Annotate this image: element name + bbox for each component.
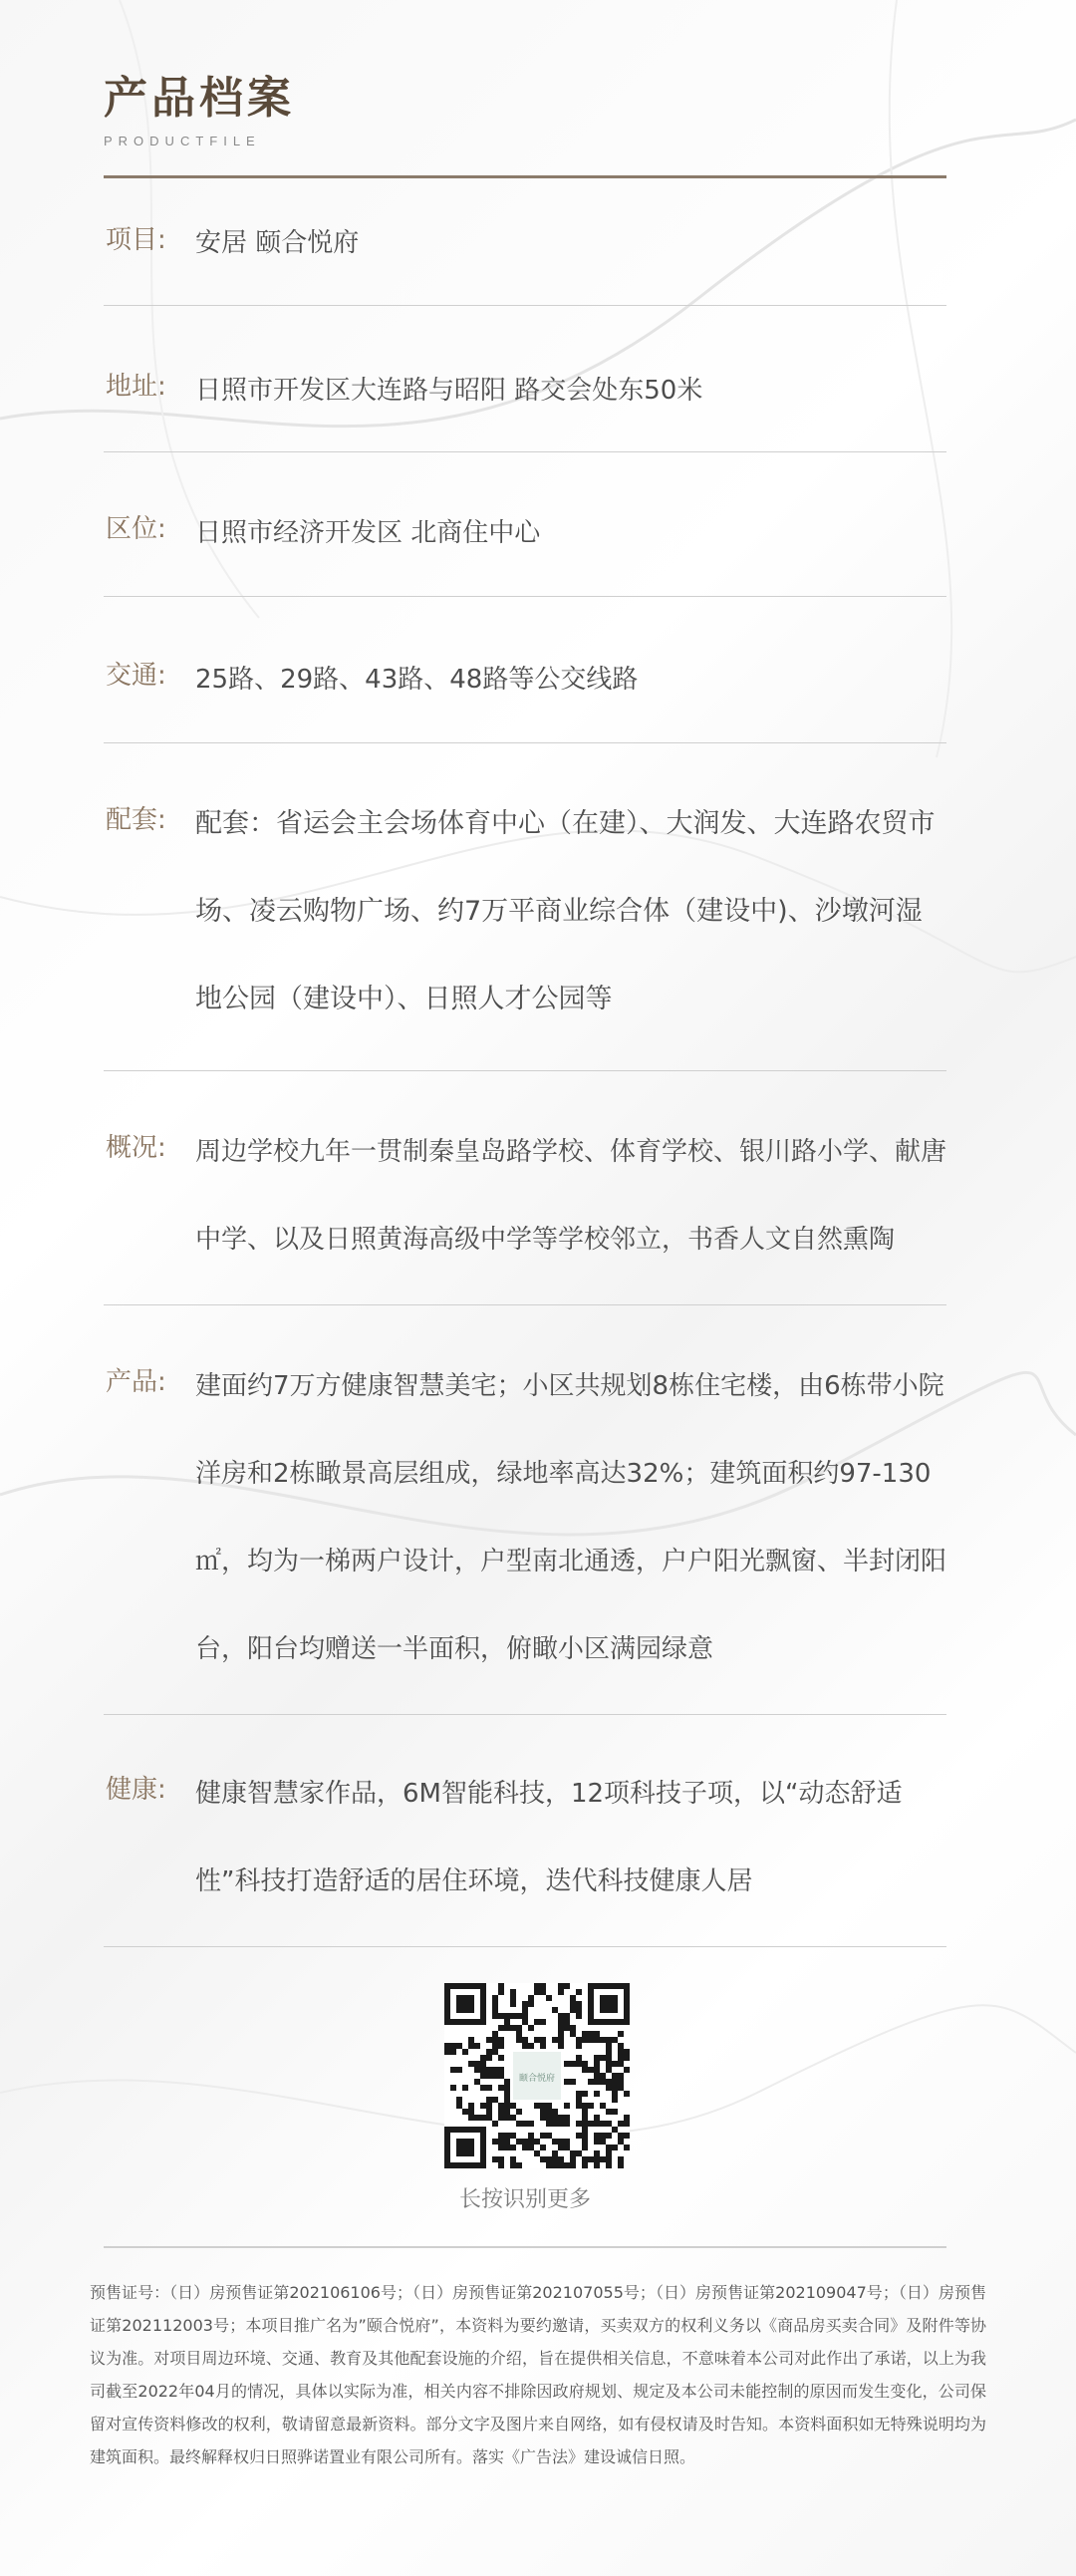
row-project — [104, 181, 946, 306]
page-title: 产品档案 — [104, 73, 295, 124]
row-transport — [104, 597, 946, 743]
qr-code-image — [444, 1983, 630, 2168]
row-value: 建面约7万方健康智慧美宅；小区共规划8栋住宅楼，由6栋带小院洋房和2栋瞰景高层组成，绿地率高达32%；建筑面积约97-130㎡，均为一梯两户设计，户型南北通透，户户阳光飘窗、半封闭阳台，阳台均赠送一半面积，俯瞰小区满园绿意 — [195, 1371, 947, 1664]
row-label: 地址: — [106, 372, 166, 402]
qr-center-logo-text: 颐合悦府 — [518, 2074, 556, 2084]
qr-code[interactable] — [444, 1983, 630, 2172]
qr-caption: 长按识别更多 — [458, 2187, 591, 2212]
row-value: 健康智慧家作品，6M智能科技，12项科技子项，以“动态舒适性”科技打造舒适的居住环境，迭代科技健康人居 — [195, 1779, 903, 1896]
row-label: 产品: — [106, 1367, 166, 1397]
row-label: 项目: — [106, 225, 166, 255]
row-label: 概况: — [106, 1133, 166, 1163]
row-address — [104, 306, 946, 452]
row-value: 日照市经济开发区 北商住中心 — [195, 518, 541, 548]
header-divider — [104, 175, 946, 178]
row-label: 健康: — [106, 1775, 166, 1805]
page-header — [104, 62, 295, 148]
row-product — [104, 1305, 946, 1715]
footer-divider — [104, 2246, 946, 2248]
row-value: 周边学校九年一贯制秦皇岛路学校、体育学校、银川路小学、献唐中学、以及日照黄海高级中学等学校邻立，书香人文自然熏陶 — [195, 1137, 947, 1255]
row-value: 日照市开发区大连路与昭阳 路交会处东50米 — [195, 376, 703, 406]
row-label: 交通: — [106, 661, 166, 691]
row-location — [104, 452, 946, 597]
row-overview — [104, 1071, 946, 1305]
row-value: 安居 颐合悦府 — [195, 228, 360, 258]
row-value: 25路、29路、43路、48路等公交线路 — [195, 665, 639, 695]
row-label: 区位: — [106, 514, 166, 544]
row-facilities — [104, 743, 946, 1071]
row-value: 配套：省运会主会场体育中心（在建）、大润发、大连路农贸市场、凌云购物广场、约7万平商业综合体（建设中)、沙墩河湿地公园（建设中）、日照人才公园等 — [195, 808, 936, 1014]
page-subtitle: PRODUCTFILE — [104, 134, 261, 148]
row-label: 配套: — [106, 805, 166, 835]
legal-disclaimer: 预售证号：（日）房预售证第202106106号；（日）房预售证第202107055号；（日）房预售证第202109047号；（日）房预售证第202112003号；本项目推广名为”颐合悦府”，本资料为要约邀请，买卖双方的权利义务以《商品房买卖合同》及附件等协议为准。对项目周边环境、交通、教育及其他配套设施的介绍，旨在提供相关信息，不意味着本公司对此作出了承诺，以上为我司截至2022年04月的情况，具体以实际为准，相关内容不排除因政府规划、规定及本公司未能控制的原因而发生变化，公司保留对宣传资料修改的权利，敬请留意最新资料。部分文字及图片来自网络，如有侵权请及时告知。本资料面积如无特殊说明均为建筑面积。最终解释权归日照骅诺置业有限公司所有。落实《广告法》建设诚信日照。 — [90, 2283, 986, 2466]
row-health — [104, 1715, 946, 1947]
product-info-list — [104, 181, 946, 1947]
